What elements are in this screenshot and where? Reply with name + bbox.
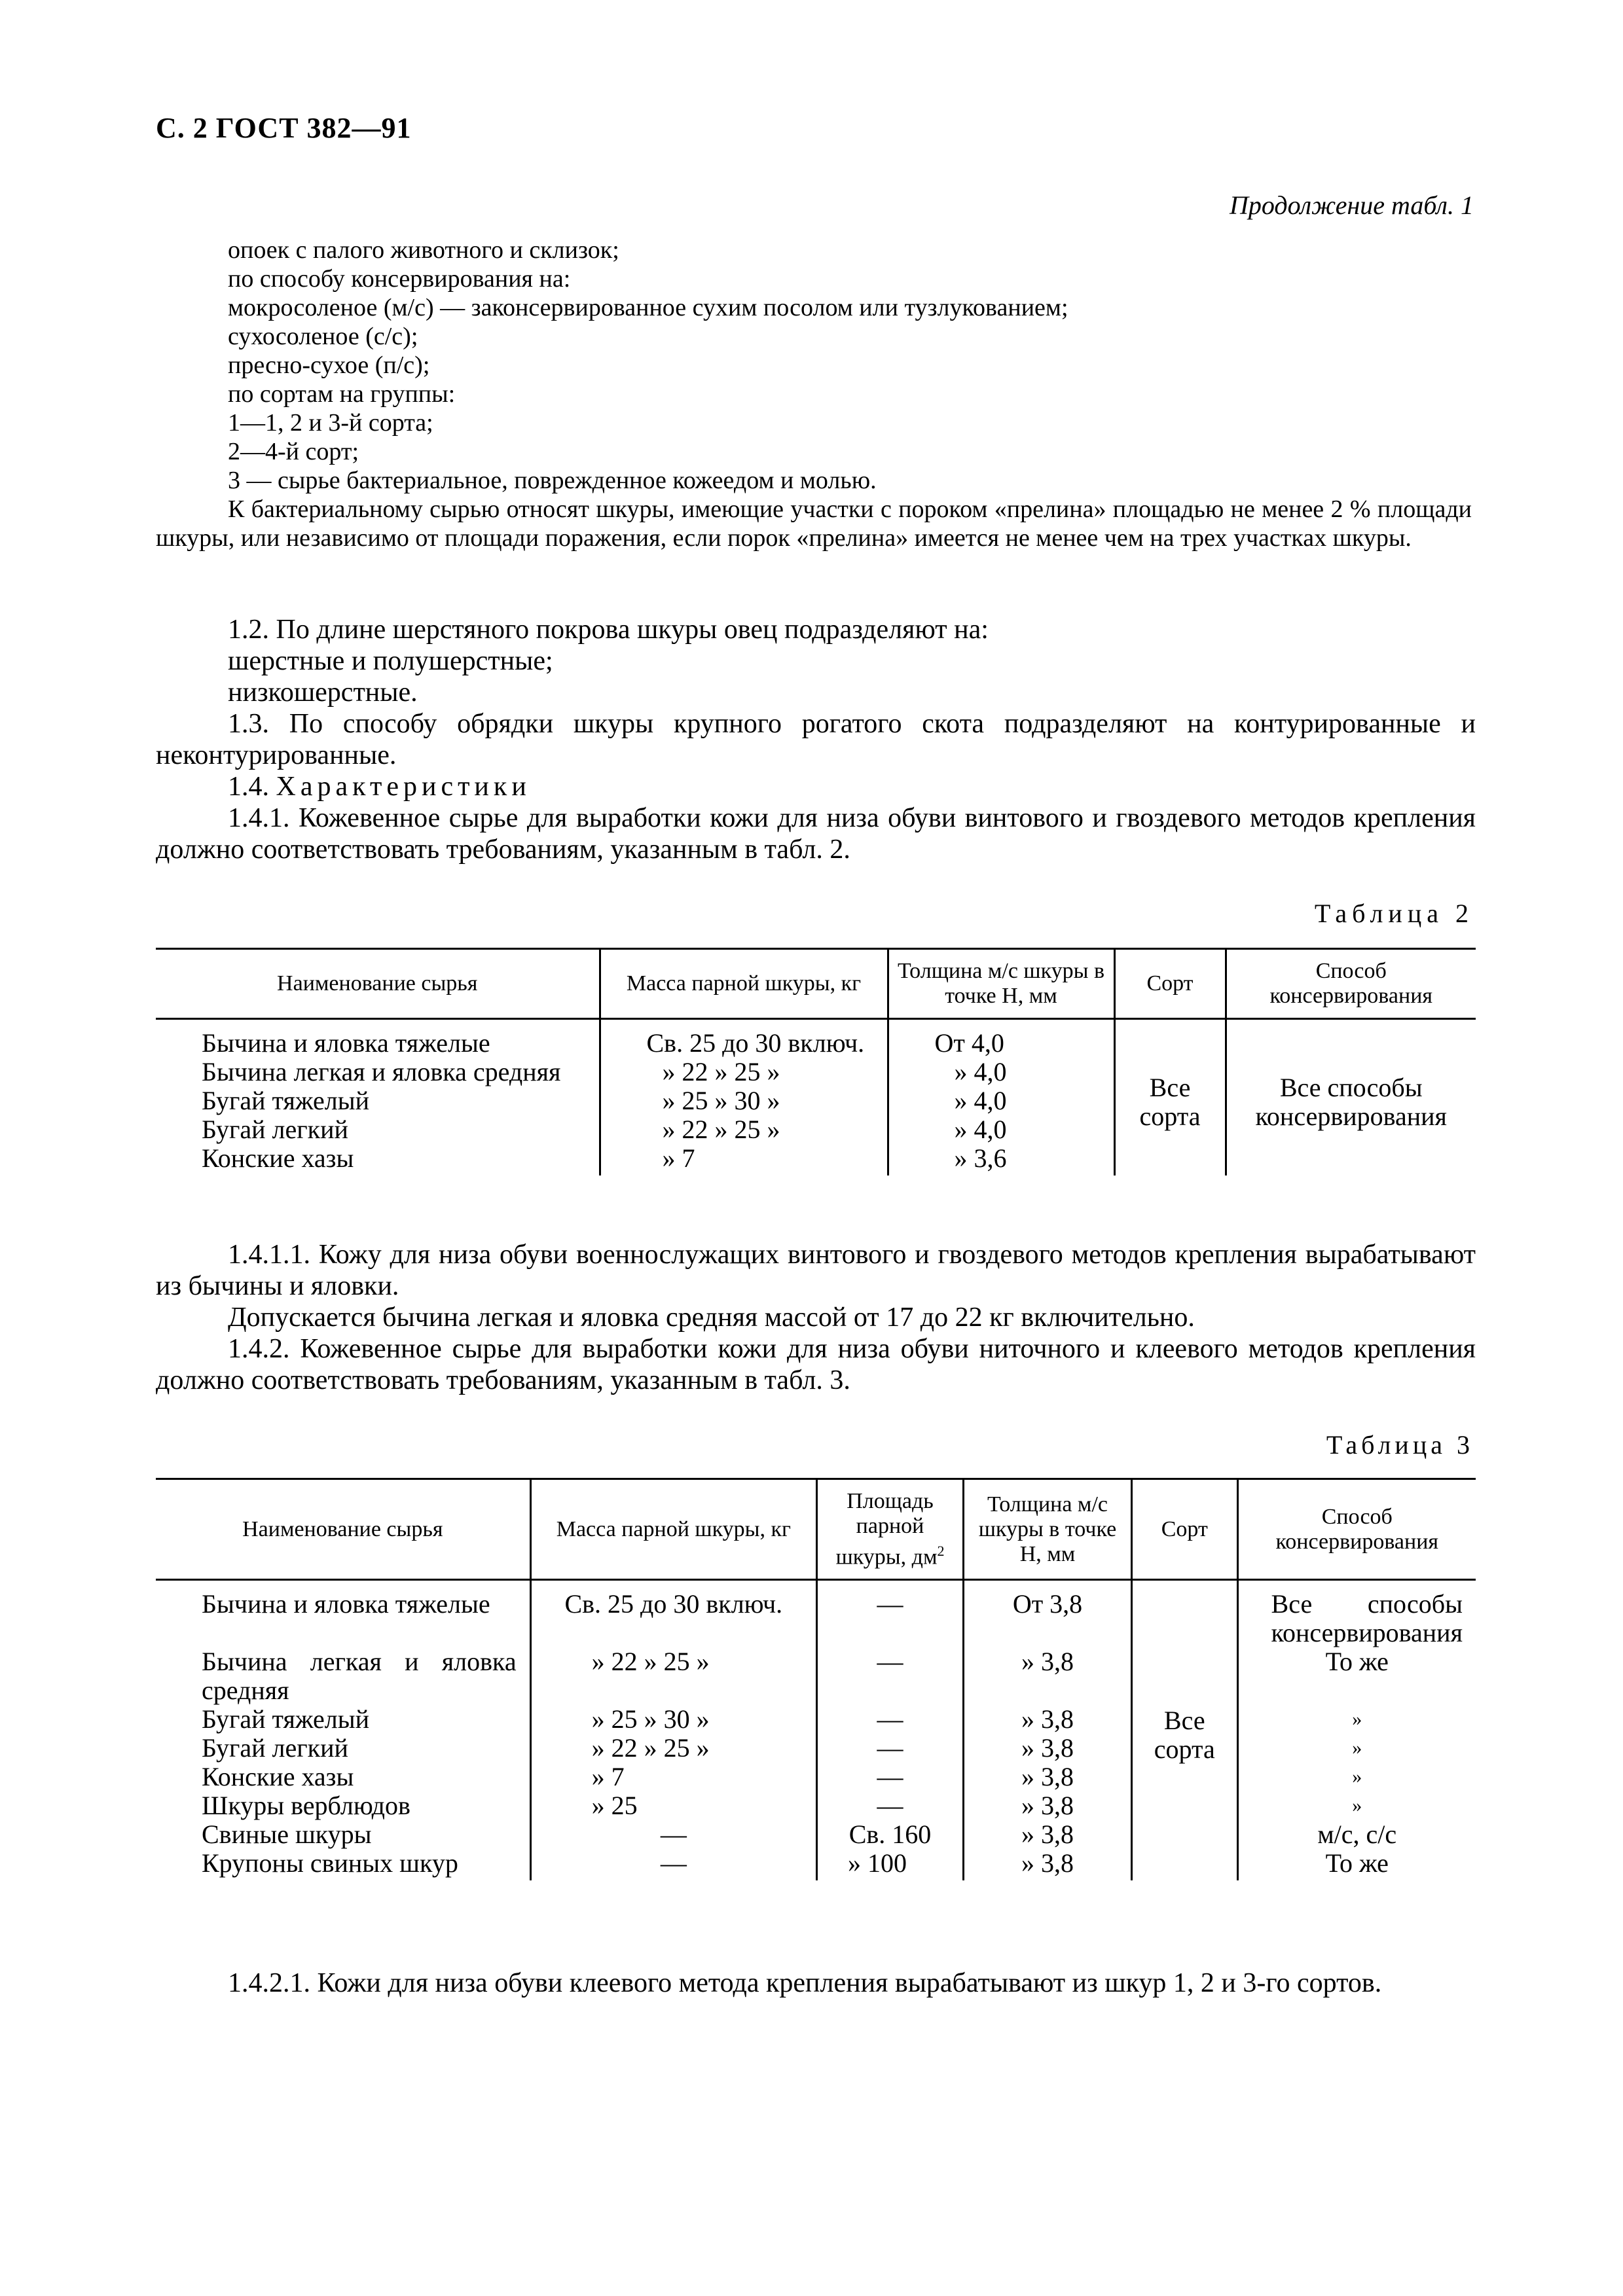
- table-row: [156, 1705, 1476, 1734]
- cell-thickness: От 4,0: [888, 1019, 1114, 1058]
- cell-method: Все способы консервирования: [1237, 1580, 1476, 1648]
- table-row: [156, 1580, 1476, 1648]
- cell-mass: Св. 25 до 30 включ.: [600, 1019, 888, 1058]
- table-3-header-row: [156, 1479, 1476, 1580]
- cell-thickness: От 3,8: [964, 1580, 1132, 1648]
- table-3-header: Масса парной шкуры, кг: [530, 1479, 816, 1580]
- intro-line: сухосоленое (с/с);: [228, 323, 418, 350]
- cell-thickness: » 3,8: [964, 1820, 1132, 1849]
- section-1-2-to-1-4-1: [156, 614, 1476, 865]
- cell-name: Бугай легкий: [202, 1115, 348, 1144]
- section-1-4-2-1-block: [156, 1967, 1476, 1999]
- cell-mass: » 7: [600, 1144, 888, 1175]
- cell-area: —: [817, 1647, 964, 1705]
- cell-mass: » 25: [530, 1791, 816, 1820]
- cell-area: —: [817, 1791, 964, 1820]
- table-3-header: Способ консервирования: [1237, 1479, 1476, 1580]
- cell-name: Бычина легкая и яловка средняя: [202, 1647, 517, 1706]
- section-1-2: 1.2. По длине шерстяного покрова шкуры овец подразделяют на:: [228, 615, 989, 645]
- section-1-2-item: низкошерстные.: [228, 677, 418, 708]
- cell-thickness: » 3,8: [964, 1791, 1132, 1820]
- intro-line: 2—4-й сорт;: [228, 438, 359, 465]
- table-3-header: Сорт: [1132, 1479, 1238, 1580]
- cell-mass: » 22 » 25 »: [600, 1115, 888, 1144]
- table-2-caption: Таблица 2: [1314, 899, 1474, 928]
- cell-mass: » 22 » 25 »: [600, 1058, 888, 1086]
- cell-method: »: [1237, 1734, 1476, 1763]
- cell-thickness: » 3,8: [964, 1763, 1132, 1791]
- cell-method: м/с, с/с: [1237, 1820, 1476, 1849]
- intro-line: опоек с палого животного и склизок;: [228, 236, 619, 264]
- cell-mass: —: [530, 1820, 816, 1849]
- bacterial-paragraph: К бактериальному сырью относят шкуры, имеющие участки с пороком «прелина» площадью не менее 2 % площади шкуры, или независимо от площади поражения, если порок «прелина» имеется не менее чем на трех участках шкуры.: [156, 495, 1472, 552]
- table-2-header: Способ консервирования: [1226, 949, 1476, 1019]
- table-3: [156, 1478, 1476, 1880]
- cell-name: Бычина и яловка тяжелые: [202, 1028, 490, 1058]
- page-header: С. 2 ГОСТ 382—91: [156, 112, 412, 144]
- intro-line: по способу консервирования на:: [228, 265, 571, 293]
- table-2-header: Толщина м/с шкуры в точке H, мм: [888, 949, 1114, 1019]
- cell-thickness: » 4,0: [888, 1058, 1114, 1086]
- intro-line: по сортам на группы:: [228, 380, 456, 408]
- table-2-header-row: [156, 949, 1476, 1019]
- table-row: [156, 1763, 1476, 1791]
- cell-method: То же: [1237, 1849, 1476, 1880]
- table-row: [156, 1820, 1476, 1849]
- section-1-3: 1.3. По способу обрядки шкуры крупного рогатого скота подразделяют на контурированные и неконтурированные.: [156, 709, 1476, 770]
- allowed-note: Допускается бычина легкая и яловка средняя массой от 17 до 22 кг включительно.: [228, 1302, 1195, 1333]
- cell-thickness: » 4,0: [888, 1086, 1114, 1115]
- table-3-header-text: Площадь парной шкуры, дм: [835, 1489, 938, 1570]
- intro-line: пресно-сухое (п/с);: [228, 351, 430, 379]
- table-3-header: Наименование сырья: [156, 1479, 530, 1580]
- intro-block: [156, 236, 1472, 552]
- cell-thickness: » 3,8: [964, 1705, 1132, 1734]
- cell-area: —: [817, 1580, 964, 1648]
- cell-mass: » 22 » 25 »: [530, 1647, 816, 1705]
- table-2-header: Наименование сырья: [156, 949, 600, 1019]
- table-2: [156, 948, 1476, 1175]
- intro-line: 3 — сырье бактериальное, поврежденное кожеедом и молью.: [228, 467, 877, 494]
- cell-area: —: [817, 1734, 964, 1763]
- table-3-caption: Таблица 3: [1326, 1430, 1474, 1460]
- table-row: [156, 1849, 1476, 1880]
- cell-mass: » 25 » 30 »: [530, 1705, 816, 1734]
- cell-mass: » 7: [530, 1763, 816, 1791]
- section-1-2-item: шерстные и полушерстные;: [228, 646, 553, 676]
- cell-thickness: » 4,0: [888, 1115, 1114, 1144]
- table-row: [156, 1734, 1476, 1763]
- area-unit-power: 2: [937, 1543, 945, 1559]
- section-1-4-2-1: 1.4.2.1. Кожи для низа обуви клеевого метода крепления вырабатывают из шкур 1, 2 и 3-го сортов.: [228, 1968, 1382, 1998]
- cell-mass: » 22 » 25 »: [530, 1734, 816, 1763]
- cell-mass: Св. 25 до 30 включ.: [530, 1580, 816, 1648]
- cell-name: Бугай тяжелый: [202, 1086, 369, 1115]
- section-1-4-1-1: 1.4.1.1. Кожу для низа обуви военнослужащих винтового и гвоздевого методов крепления вырабатывают из бычины и яловки.: [156, 1240, 1476, 1301]
- cell-sort: Все сорта: [1114, 1019, 1226, 1176]
- cell-area: —: [817, 1705, 964, 1734]
- cell-name: Бугай легкий: [202, 1733, 348, 1763]
- cell-name: Конские хазы: [202, 1143, 354, 1173]
- cell-method: »: [1237, 1705, 1476, 1734]
- table-3-header: [817, 1479, 964, 1580]
- cell-area: » 100: [817, 1849, 964, 1880]
- cell-name: Конские хазы: [202, 1762, 354, 1792]
- cell-thickness: » 3,8: [964, 1734, 1132, 1763]
- cell-name: Свиные шкуры: [202, 1820, 372, 1850]
- cell-mass: » 25 » 30 »: [600, 1086, 888, 1115]
- cell-area: —: [817, 1763, 964, 1791]
- cell-thickness: » 3,8: [964, 1647, 1132, 1705]
- cell-thickness: » 3,6: [888, 1144, 1114, 1175]
- cell-name: Бугай тяжелый: [202, 1704, 369, 1734]
- section-1-4-1: 1.4.1. Кожевенное сырье для выработки кожи для низа обуви винтового и гвоздевого методов крепления должно соответствовать требованиям, указанным в табл. 2.: [156, 803, 1476, 865]
- cell-name: Крупоны свиных шкур: [202, 1848, 458, 1878]
- cell-name: Бычина легкая и яловка средняя: [202, 1057, 561, 1086]
- cell-name: Бычина и яловка тяжелые: [202, 1589, 490, 1619]
- section-1-4-heading: [156, 771, 1476, 802]
- section-1-4-number: 1.4.: [228, 772, 269, 802]
- table-continuation-label: Продолжение табл. 1: [1229, 190, 1474, 220]
- table-row: [156, 1647, 1476, 1705]
- table-row: [156, 1791, 1476, 1820]
- section-1-4-1-1-to-1-4-2: [156, 1239, 1476, 1396]
- cell-sort: Все сорта: [1132, 1580, 1238, 1881]
- cell-mass: —: [530, 1849, 816, 1880]
- section-1-4-title: Характеристики: [276, 772, 531, 802]
- cell-method: Все способы консервирования: [1226, 1019, 1476, 1176]
- cell-thickness: » 3,8: [964, 1849, 1132, 1880]
- section-1-4-2: 1.4.2. Кожевенное сырье для выработки кожи для низа обуви ниточного и клеевого методов крепления должно соответствовать требованиям, указанным в табл. 3.: [156, 1334, 1476, 1395]
- table-2-header: Масса парной шкуры, кг: [600, 949, 888, 1019]
- cell-method: »: [1237, 1763, 1476, 1791]
- table-row: [156, 1019, 1476, 1058]
- intro-line: мокросоленое (м/с) — законсервированное сухим посолом или тузлукованием;: [228, 294, 1068, 321]
- cell-area: Св. 160: [817, 1820, 964, 1849]
- table-2-header: Сорт: [1114, 949, 1226, 1019]
- intro-line: 1—1, 2 и 3-й сорта;: [228, 409, 433, 437]
- cell-method: »: [1237, 1791, 1476, 1820]
- cell-name: Шкуры верблюдов: [202, 1791, 410, 1821]
- table-3-header: Толщина м/с шкуры в точке H, мм: [964, 1479, 1132, 1580]
- cell-method: То же: [1237, 1647, 1476, 1705]
